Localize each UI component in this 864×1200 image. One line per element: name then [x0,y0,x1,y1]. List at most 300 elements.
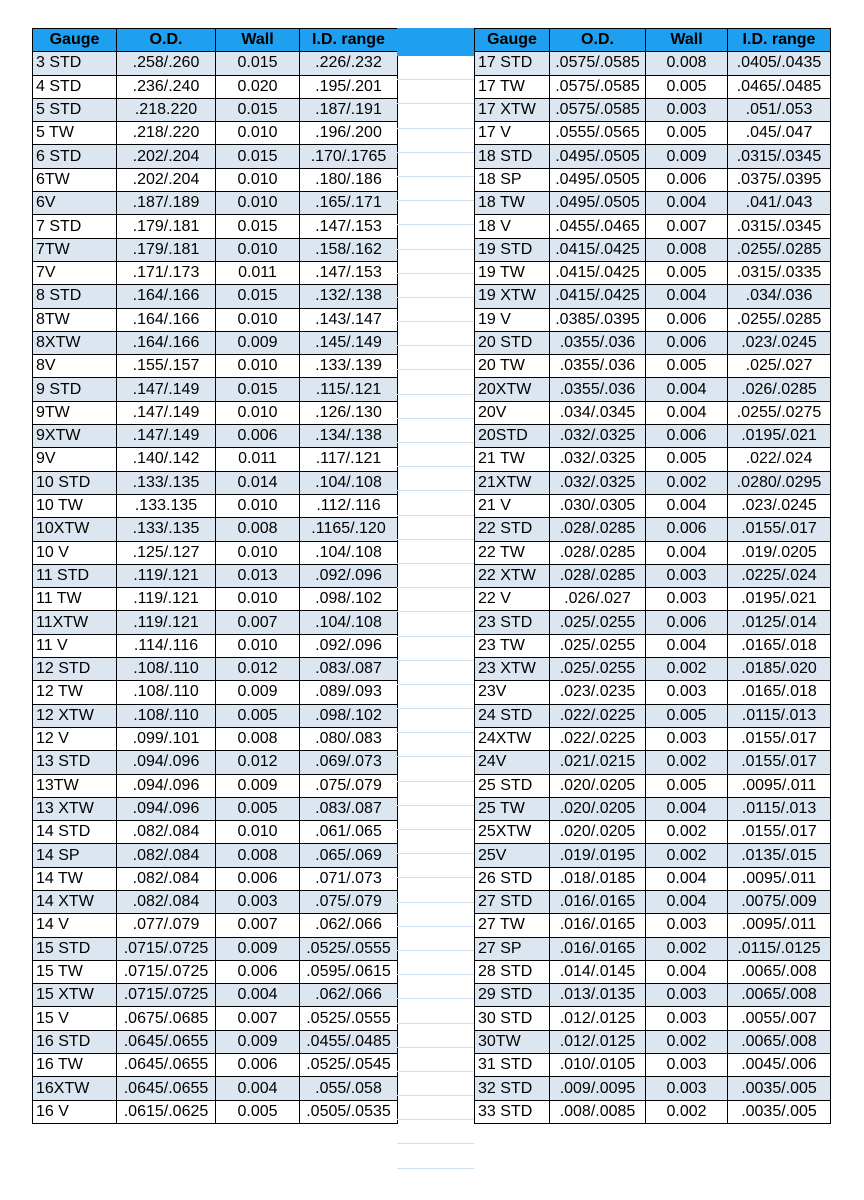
table-row [475,355,831,378]
cell-wall: 0.004 [646,634,728,657]
cell-wall: 0.015 [216,98,300,121]
gap-row [397,1096,474,1120]
table-row [33,1007,398,1030]
cell-wall: 0.006 [216,425,300,448]
cell-od: .236/.240 [117,75,216,98]
table-row [33,215,398,238]
cell-id-range: .0375/.0395 [728,168,831,191]
cell-id-range: .147/.153 [300,261,398,284]
cell-gauge: 12 TW [33,681,117,704]
cell-od: .0575/.0585 [550,98,646,121]
cell-wall: 0.010 [216,122,300,145]
cell-id-range: .069/.073 [300,751,398,774]
cell-id-range: .0280/.0295 [728,471,831,494]
cell-od: .218.220 [117,98,216,121]
cell-od: .164/.166 [117,331,216,354]
table-row [475,611,831,634]
cell-wall: 0.003 [646,914,728,937]
cell-od: .026/.027 [550,588,646,611]
cell-id-range: .104/.108 [300,471,398,494]
cell-gauge: 17 XTW [475,98,550,121]
cell-od: .008/.0085 [550,1100,646,1123]
cell-od: .023/.0235 [550,681,646,704]
table-row [475,285,831,308]
cell-gauge: 15 STD [33,937,117,960]
gap-row [397,370,474,394]
cell-wall: 0.010 [216,308,300,331]
cell-id-range: .0165/.018 [728,634,831,657]
cell-wall: 0.010 [216,355,300,378]
cell-gauge: 6V [33,192,117,215]
cell-id-range: .0525/.0555 [300,1007,398,1030]
cell-id-range: .0595/.0615 [300,960,398,983]
cell-id-range: .062/.066 [300,984,398,1007]
cell-od: .077/.079 [117,914,216,937]
cell-id-range: .089/.093 [300,681,398,704]
table-row [475,192,831,215]
cell-gauge: 20XTW [475,378,550,401]
cell-wall: 0.010 [216,238,300,261]
cell-gauge: 22 TW [475,541,550,564]
cell-wall: 0.008 [216,727,300,750]
header-gauge: Gauge [475,29,550,52]
header-od: O.D. [117,29,216,52]
cell-gauge: 18 STD [475,145,550,168]
cell-wall: 0.015 [216,215,300,238]
gap-row [397,419,474,443]
gap-row [397,443,474,467]
header-row [475,29,831,52]
cell-gauge: 9XTW [33,425,117,448]
cell-gauge: 14 TW [33,867,117,890]
cell-od: .094/.096 [117,797,216,820]
cell-wall: 0.010 [216,541,300,564]
table-row [33,168,398,191]
table-row [475,844,831,867]
gap-row [397,612,474,636]
cell-id-range: .134/.138 [300,425,398,448]
gap-row [397,104,474,128]
cell-od: .0645/.0655 [117,1054,216,1077]
cell-wall: 0.005 [646,704,728,727]
cell-wall: 0.003 [646,564,728,587]
table-row [33,355,398,378]
cell-od: .140/.142 [117,448,216,471]
cell-gauge: 14 SP [33,844,117,867]
table-row [475,75,831,98]
cell-wall: 0.010 [216,192,300,215]
cell-gauge: 8 STD [33,285,117,308]
cell-gauge: 16 V [33,1100,117,1123]
cell-gauge: 24V [475,751,550,774]
cell-wall: 0.004 [646,797,728,820]
table-row [33,145,398,168]
cell-od: .020/.0205 [550,821,646,844]
gap-row [397,637,474,661]
cell-wall: 0.007 [216,1007,300,1030]
cell-id-range: .0165/.018 [728,681,831,704]
cell-od: .032/.0325 [550,425,646,448]
table-row [33,1100,398,1123]
cell-id-range: .092/.096 [300,564,398,587]
header-gauge: Gauge [33,29,117,52]
table-row [475,1030,831,1053]
cell-id-range: .0315/.0345 [728,215,831,238]
cell-od: .133/.135 [117,518,216,541]
cell-wall: 0.020 [216,75,300,98]
cell-gauge: 30 STD [475,1007,550,1030]
cell-id-range: .098/.102 [300,588,398,611]
cell-gauge: 8XTW [33,331,117,354]
cell-id-range: .023/.0245 [728,494,831,517]
cell-gauge: 6 STD [33,145,117,168]
cell-od: .0675/.0685 [117,1007,216,1030]
cell-wall: 0.007 [216,611,300,634]
cell-gauge: 16 STD [33,1030,117,1053]
table-row [475,1100,831,1123]
table-row [475,658,831,681]
table-body-left [33,52,398,1124]
cell-wall: 0.006 [646,331,728,354]
cell-gauge: 8TW [33,308,117,331]
cell-od: .022/.0225 [550,727,646,750]
gap-row [397,927,474,951]
cell-gauge: 9V [33,448,117,471]
table-row [33,821,398,844]
cell-gauge: 10XTW [33,518,117,541]
table-row [33,331,398,354]
cell-od: .171/.173 [117,261,216,284]
cell-od: .082/.084 [117,890,216,913]
cell-id-range: .0315/.0345 [728,145,831,168]
cell-wall: 0.008 [646,52,728,75]
cell-id-range: .0115/.013 [728,797,831,820]
cell-gauge: 20V [475,401,550,424]
cell-wall: 0.005 [646,355,728,378]
table-row [33,518,398,541]
cell-gauge: 18 SP [475,168,550,191]
cell-od: .012/.0125 [550,1007,646,1030]
table-row [475,52,831,75]
cell-gauge: 20 TW [475,355,550,378]
cell-gauge: 20 STD [475,331,550,354]
cell-od: .0575/.0585 [550,52,646,75]
cell-id-range: .0195/.021 [728,425,831,448]
cell-id-range: .0255/.0285 [728,238,831,261]
cell-id-range: .051/.053 [728,98,831,121]
cell-id-range: .195/.201 [300,75,398,98]
table-row [33,797,398,820]
gap-row [397,491,474,515]
table-row [475,867,831,890]
cell-id-range: .147/.153 [300,215,398,238]
cell-gauge: 22 STD [475,518,550,541]
table-row [33,937,398,960]
cell-gauge: 25XTW [475,821,550,844]
gap-row [397,346,474,370]
cell-wall: 0.008 [216,844,300,867]
cell-wall: 0.003 [646,984,728,1007]
cell-od: .082/.084 [117,867,216,890]
cell-id-range: .0115/.0125 [728,937,831,960]
gap-row [397,395,474,419]
cell-wall: 0.015 [216,378,300,401]
gap-row [397,685,474,709]
gap-row [397,153,474,177]
cell-od: .179/.181 [117,238,216,261]
gap-row [397,80,474,104]
cell-gauge: 15 XTW [33,984,117,1007]
cell-wall: 0.006 [216,867,300,890]
table-row [475,145,831,168]
cell-od: .025/.0255 [550,634,646,657]
table-row [475,168,831,191]
cell-gauge: 10 TW [33,494,117,517]
cell-wall: 0.015 [216,52,300,75]
cell-od: .0575/.0585 [550,75,646,98]
gap-row [397,298,474,322]
cell-gauge: 18 TW [475,192,550,215]
cell-od: .114/.116 [117,634,216,657]
gap-row [397,564,474,588]
cell-wall: 0.003 [646,681,728,704]
cell-gauge: 6TW [33,168,117,191]
cell-od: .187/.189 [117,192,216,215]
cell-gauge: 27 STD [475,890,550,913]
cell-gauge: 12 XTW [33,704,117,727]
gap-row [397,322,474,346]
cell-od: .202/.204 [117,168,216,191]
gauge-table-left [32,28,398,1124]
cell-wall: 0.014 [216,471,300,494]
table-row [33,774,398,797]
cell-id-range: .062/.066 [300,914,398,937]
cell-gauge: 23 TW [475,634,550,657]
cell-gauge: 26 STD [475,867,550,890]
cell-id-range: .055/.058 [300,1077,398,1100]
cell-wall: 0.002 [646,937,728,960]
cell-wall: 0.005 [646,448,728,471]
table-row [33,52,398,75]
table-row [475,122,831,145]
cell-od: .016/.0165 [550,937,646,960]
cell-id-range: .180/.186 [300,168,398,191]
table-body-right [475,52,831,1124]
cell-id-range: .0405/.0435 [728,52,831,75]
table-row [33,285,398,308]
gap-row [397,588,474,612]
cell-od: .0715/.0725 [117,937,216,960]
gap-row [397,1072,474,1096]
cell-id-range: .0075/.009 [728,890,831,913]
cell-id-range: .165/.171 [300,192,398,215]
cell-gauge: 21 TW [475,448,550,471]
cell-id-range: .104/.108 [300,611,398,634]
table-row [33,1030,398,1053]
gap-row [397,201,474,225]
gap-row [397,225,474,249]
cell-id-range: .170/.1765 [300,145,398,168]
table-row [475,634,831,657]
table-row [33,471,398,494]
table-row [33,867,398,890]
table-row [475,518,831,541]
cell-id-range: .115/.121 [300,378,398,401]
cell-od: .025/.0255 [550,658,646,681]
cell-id-range: .0155/.017 [728,518,831,541]
cell-wall: 0.010 [216,634,300,657]
cell-od: .014/.0145 [550,960,646,983]
cell-wall: 0.007 [646,215,728,238]
cell-wall: 0.015 [216,285,300,308]
cell-gauge: 13 XTW [33,797,117,820]
cell-wall: 0.013 [216,564,300,587]
cell-od: .0415/.0425 [550,261,646,284]
cell-id-range: .187/.191 [300,98,398,121]
cell-wall: 0.002 [646,751,728,774]
cell-gauge: 30TW [475,1030,550,1053]
cell-id-range: .0095/.011 [728,867,831,890]
table-row [475,960,831,983]
table-row [475,821,831,844]
gap-row [397,1120,474,1144]
cell-gauge: 19 STD [475,238,550,261]
table-row [33,611,398,634]
cell-id-range: .0455/.0485 [300,1030,398,1053]
cell-gauge: 9TW [33,401,117,424]
gap-row [397,975,474,999]
cell-od: .094/.096 [117,774,216,797]
cell-od: .094/.096 [117,751,216,774]
cell-od: .019/.0195 [550,844,646,867]
cell-wall: 0.006 [646,611,728,634]
table-row [33,588,398,611]
cell-id-range: .0095/.011 [728,914,831,937]
cell-od: .028/.0285 [550,541,646,564]
cell-id-range: .071/.073 [300,867,398,890]
cell-gauge: 7 STD [33,215,117,238]
cell-id-range: .0125/.014 [728,611,831,634]
cell-gauge: 21XTW [475,471,550,494]
cell-od: .0615/.0625 [117,1100,216,1123]
cell-id-range: .0155/.017 [728,727,831,750]
table-row [475,751,831,774]
table-row [33,914,398,937]
cell-id-range: .0255/.0285 [728,308,831,331]
gap-row [397,999,474,1023]
cell-od: .032/.0325 [550,448,646,471]
table-row [475,1077,831,1100]
cell-id-range: .0465/.0485 [728,75,831,98]
table-row [33,98,398,121]
cell-od: .108/.110 [117,658,216,681]
cell-wall: 0.010 [216,401,300,424]
cell-gauge: 3 STD [33,52,117,75]
table-row [475,588,831,611]
gap-row [397,177,474,201]
cell-id-range: .0315/.0335 [728,261,831,284]
cell-gauge: 33 STD [475,1100,550,1123]
cell-id-range: .092/.096 [300,634,398,657]
table-row [475,471,831,494]
cell-gauge: 23V [475,681,550,704]
cell-wall: 0.015 [216,145,300,168]
cell-id-range: .145/.149 [300,331,398,354]
table-row [475,704,831,727]
table-row [33,122,398,145]
cell-gauge: 19 XTW [475,285,550,308]
table-row [475,890,831,913]
cell-gauge: 22 XTW [475,564,550,587]
cell-id-range: .117/.121 [300,448,398,471]
cell-wall: 0.004 [646,285,728,308]
table-row [33,238,398,261]
gauge-table-right [474,28,831,1124]
cell-wall: 0.003 [646,98,728,121]
cell-wall: 0.004 [646,401,728,424]
cell-wall: 0.005 [216,1100,300,1123]
cell-id-range: .0505/.0535 [300,1100,398,1123]
cell-od: .032/.0325 [550,471,646,494]
cell-id-range: .025/.027 [728,355,831,378]
table-row [475,308,831,331]
table-row [475,331,831,354]
cell-wall: 0.002 [646,471,728,494]
cell-id-range: .0525/.0545 [300,1054,398,1077]
table-row [475,378,831,401]
cell-id-range: .019/.0205 [728,541,831,564]
table-row [475,494,831,517]
table-row [33,261,398,284]
cell-gauge: 19 TW [475,261,550,284]
table-row [475,448,831,471]
cell-od: .028/.0285 [550,564,646,587]
table-row [33,401,398,424]
cell-gauge: 27 TW [475,914,550,937]
cell-wall: 0.008 [216,518,300,541]
cell-od: .0385/.0395 [550,308,646,331]
table-row [33,308,398,331]
table-row [475,681,831,704]
cell-gauge: 17 STD [475,52,550,75]
cell-gauge: 14 STD [33,821,117,844]
cell-id-range: .0065/.008 [728,960,831,983]
table-row [475,984,831,1007]
cell-od: .0415/.0425 [550,285,646,308]
cell-od: .119/.121 [117,588,216,611]
cell-od: .0715/.0725 [117,960,216,983]
cell-wall: 0.006 [646,308,728,331]
cell-gauge: 16 TW [33,1054,117,1077]
table-row [33,75,398,98]
cell-gauge: 28 STD [475,960,550,983]
cell-wall: 0.011 [216,261,300,284]
cell-id-range: .1165/.120 [300,518,398,541]
cell-wall: 0.008 [646,238,728,261]
cell-id-range: .075/.079 [300,890,398,913]
cell-gauge: 13TW [33,774,117,797]
table-row [33,425,398,448]
cell-wall: 0.005 [646,122,728,145]
cell-id-range: .0135/.015 [728,844,831,867]
cell-wall: 0.003 [646,588,728,611]
table-row [475,914,831,937]
cell-id-range: .0065/.008 [728,984,831,1007]
cell-od: .218/.220 [117,122,216,145]
cell-od: .0355/.036 [550,378,646,401]
gap-row [397,56,474,80]
gap-row [397,757,474,781]
